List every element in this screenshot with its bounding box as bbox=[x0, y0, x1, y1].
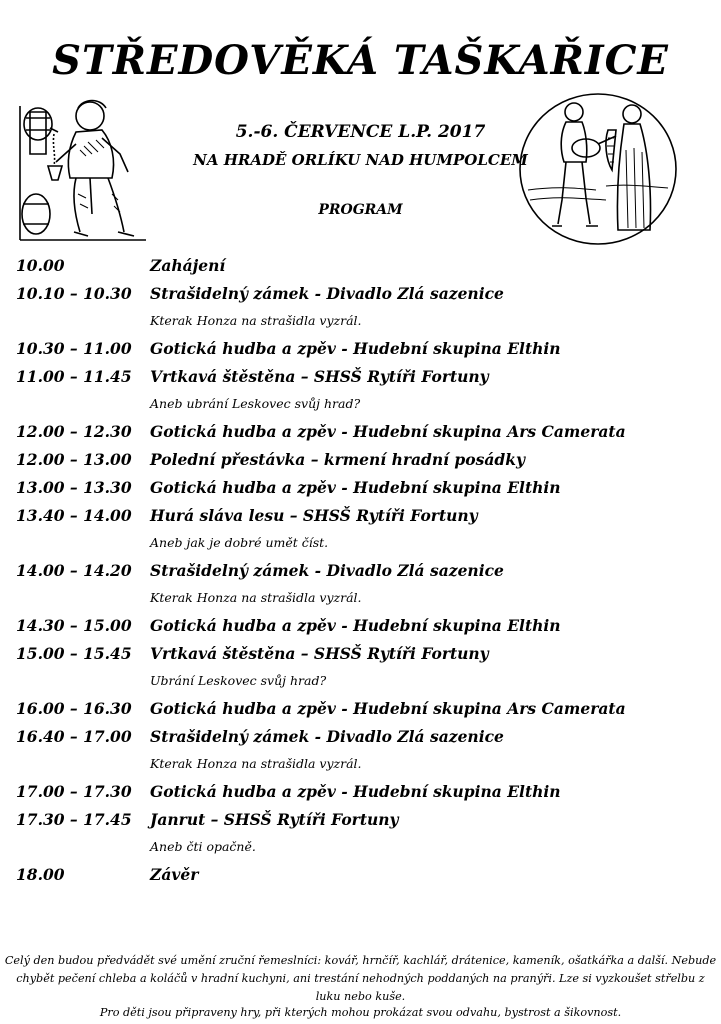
schedule-row bbox=[16, 723, 706, 751]
schedule-time: 16.00 – 16.30 bbox=[16, 699, 132, 718]
schedule-row bbox=[16, 640, 706, 668]
schedule-note: Kterak Honza na strašidla vyzrál. bbox=[150, 313, 362, 328]
schedule-note: Aneb ubrání Leskovec svůj hrad? bbox=[150, 396, 361, 411]
schedule-activity: Polední přestávka – krmení hradní posádky bbox=[150, 450, 525, 469]
schedule-row bbox=[16, 612, 706, 640]
schedule-activity: Gotická hudba a zpěv - Hudební skupina Elthin bbox=[150, 339, 561, 358]
schedule-time: 13.00 – 13.30 bbox=[16, 478, 132, 497]
schedule-activity: Zahájení bbox=[150, 256, 226, 275]
schedule-time: 15.00 – 15.45 bbox=[16, 644, 132, 663]
schedule-note: Aneb jak je dobré umět číst. bbox=[150, 535, 329, 550]
schedule-row bbox=[16, 446, 706, 474]
schedule-activity: Janrut – SHSŠ Rytíři Fortuny bbox=[150, 810, 399, 829]
event-venue: NA HRADĚ ORLÍKU NAD HUMPOLCEM bbox=[193, 151, 528, 169]
schedule-time: 10.30 – 11.00 bbox=[16, 339, 132, 358]
schedule-activity: Vrtkavá štěstěna – SHSŠ Rytíři Fortuny bbox=[150, 644, 489, 663]
schedule-time: 17.00 – 17.30 bbox=[16, 782, 132, 801]
schedule-row bbox=[16, 418, 706, 446]
schedule-time: 18.00 bbox=[16, 865, 65, 884]
program-schedule bbox=[16, 252, 706, 889]
schedule-time: 13.40 – 14.00 bbox=[16, 506, 132, 525]
schedule-note: Ubrání Leskovec svůj hrad? bbox=[150, 673, 327, 688]
schedule-row bbox=[16, 806, 706, 834]
schedule-time: 14.30 – 15.00 bbox=[16, 616, 132, 635]
event-date: 5.-6. ČERVENCE L.P. 2017 bbox=[235, 122, 486, 142]
footer-crafts-text: Celý den budou předvádět své umění zruční řemeslníci: kovář, hrnčíř, kachlář, drátenice, kameník, ošatkářka a další. Nebude chybět pečení chleba a koláčů v hradní kuchyni, ani trestání nehodných poddaných na pranýři. Lze si vyzkoušet střelbu z luku nebo kuše. bbox=[4, 954, 717, 1003]
schedule-row bbox=[16, 280, 706, 308]
schedule-time: 17.30 – 17.45 bbox=[16, 810, 132, 829]
program-label: PROGRAM bbox=[318, 202, 403, 218]
schedule-activity: Gotická hudba a zpěv - Hudební skupina Ars Camerata bbox=[150, 699, 626, 718]
schedule-time: 16.40 – 17.00 bbox=[16, 727, 132, 746]
schedule-note: Kterak Honza na strašidla vyzrál. bbox=[150, 756, 362, 771]
schedule-activity: Hurá sláva lesu – SHSŠ Rytíři Fortuny bbox=[150, 506, 478, 525]
schedule-row bbox=[16, 474, 706, 502]
schedule-activity: Vrtkavá štěstěna – SHSŠ Rytíři Fortuny bbox=[150, 367, 489, 386]
schedule-row bbox=[16, 695, 706, 723]
footer-children-text: Pro děti jsou připraveny hry, při kterých mohou prokázat svou odvahu, bystrost a šikovnost. bbox=[99, 1006, 622, 1019]
schedule-activity: Závěr bbox=[150, 865, 199, 884]
schedule-time: 14.00 – 14.20 bbox=[16, 561, 132, 580]
schedule-row bbox=[16, 335, 706, 363]
schedule-row bbox=[16, 778, 706, 806]
schedule-row bbox=[16, 557, 706, 585]
schedule-note: Aneb čti opačně. bbox=[150, 839, 256, 854]
schedule-time: 10.10 – 10.30 bbox=[16, 284, 132, 303]
schedule-activity: Strašidelný zámek - Divadlo Zlá sazenice bbox=[150, 727, 504, 746]
schedule-time: 12.00 – 13.00 bbox=[16, 450, 132, 469]
schedule-activity: Gotická hudba a zpěv - Hudební skupina Ars Camerata bbox=[150, 422, 626, 441]
schedule-note: Kterak Honza na strašidla vyzrál. bbox=[150, 590, 362, 605]
page-title: STŘEDOVĚKÁ TAŠKAŘICE bbox=[52, 37, 669, 84]
schedule-activity: Gotická hudba a zpěv - Hudební skupina Elthin bbox=[150, 478, 561, 497]
schedule-row bbox=[16, 861, 706, 889]
schedule-time: 11.00 – 11.45 bbox=[16, 367, 132, 386]
schedule-activity: Strašidelný zámek - Divadlo Zlá sazenice bbox=[150, 284, 504, 303]
woodcut-musicians-lute-and-harp bbox=[516, 90, 680, 248]
schedule-activity: Strašidelný zámek - Divadlo Zlá sazenice bbox=[150, 561, 504, 580]
woodcut-man-pouring-from-barrel bbox=[16, 94, 150, 244]
schedule-time: 12.00 – 12.30 bbox=[16, 422, 132, 441]
schedule-time: 10.00 bbox=[16, 256, 65, 275]
schedule-row bbox=[16, 363, 706, 391]
schedule-activity: Gotická hudba a zpěv - Hudební skupina Elthin bbox=[150, 782, 561, 801]
schedule-row bbox=[16, 252, 706, 280]
schedule-row bbox=[16, 502, 706, 530]
schedule-activity: Gotická hudba a zpěv - Hudební skupina Elthin bbox=[150, 616, 561, 635]
